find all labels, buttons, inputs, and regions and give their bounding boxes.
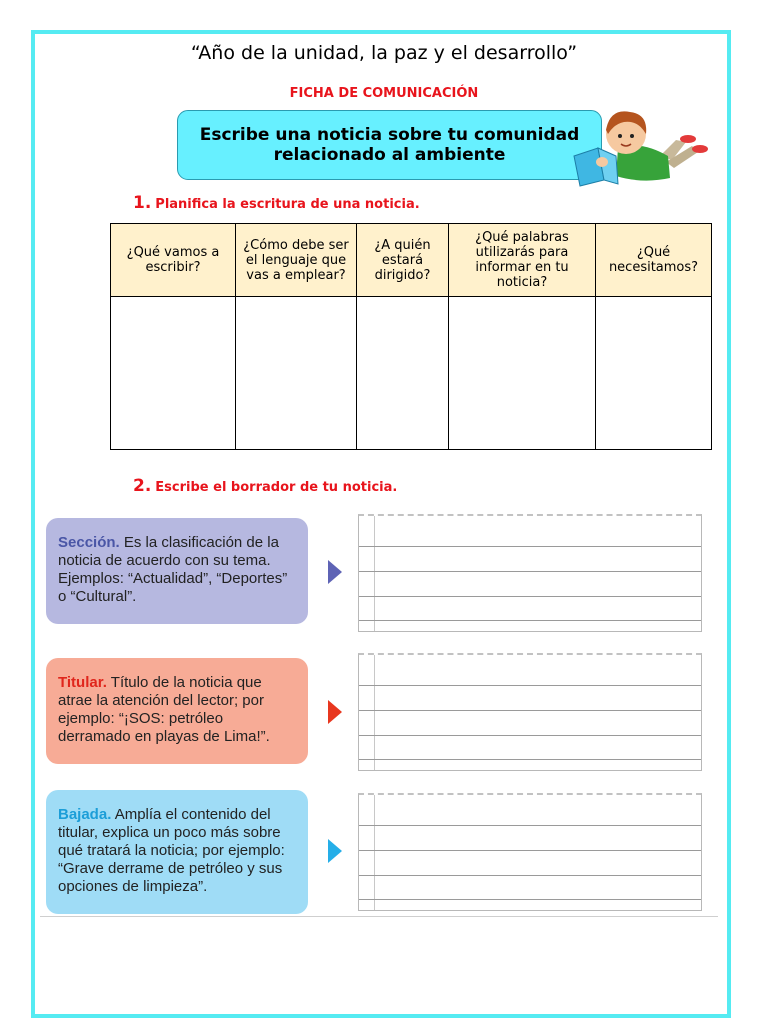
table-header-cell: ¿Cómo debe ser el lenguaje que vas a emplear? <box>236 224 357 297</box>
info-box-bajada <box>46 790 308 914</box>
step-2-label: Escribe el borrador de tu noticia. <box>155 480 398 495</box>
answer-cell[interactable] <box>357 297 449 450</box>
step-2-heading <box>133 476 397 496</box>
step-2-number: 2. <box>133 476 152 496</box>
table-header-row <box>111 224 712 297</box>
ruled-line <box>359 710 701 711</box>
margin-line <box>374 795 375 910</box>
ruled-line <box>359 685 701 686</box>
hand-icon <box>596 157 608 167</box>
table-header-cell: ¿Qué palabras utilizarás para informar en tu noticia? <box>449 224 596 297</box>
arrow-right-icon <box>328 560 342 584</box>
boy-reading-book-icon <box>568 104 708 188</box>
step-1-heading <box>133 193 420 213</box>
writing-area-seccion[interactable] <box>358 514 702 632</box>
term-description: Amplía el contenido del titular, explica un poco más sobre qué tratará la noticia; por ejemplo: “Grave derrame de petróleo y sus opciones de limpieza”. <box>58 806 285 895</box>
term-label: Sección. <box>58 534 120 551</box>
shoe-icon <box>680 135 696 143</box>
step-1-label: Planifica la escritura de una noticia. <box>155 197 420 212</box>
writing-area-bajada[interactable] <box>358 793 702 911</box>
ruled-line <box>359 825 701 826</box>
margin-line <box>374 655 375 770</box>
step-1-number: 1. <box>133 193 152 213</box>
ruled-line <box>359 759 701 760</box>
planning-table <box>110 223 712 450</box>
info-box-seccion <box>46 518 308 624</box>
banner-text: Escribe una noticia sobre tu comunidad relacionado al ambiente <box>199 125 580 165</box>
table-header-cell: ¿Qué vamos a escribir? <box>111 224 236 297</box>
ruled-line <box>359 899 701 900</box>
table-header-cell: ¿Qué necesitamos? <box>596 224 712 297</box>
ruled-line <box>359 735 701 736</box>
info-box-titular <box>46 658 308 764</box>
ruled-line <box>359 850 701 851</box>
shoe-icon <box>692 145 708 153</box>
term-description: Título de la noticia que atrae la atención del lector; por ejemplo: “¡SOS: petróleo derramado en playas de Lima!”. <box>58 674 270 745</box>
arrow-right-icon <box>328 700 342 724</box>
table-answer-row <box>111 297 712 450</box>
motto-heading: “Año de la unidad, la paz y el desarrollo” <box>190 42 578 64</box>
writing-area-titular[interactable] <box>358 653 702 771</box>
ruled-line <box>359 620 701 621</box>
answer-cell[interactable] <box>596 297 712 450</box>
term-label: Bajada. <box>58 806 112 823</box>
table-header-cell: ¿A quién estará dirigido? <box>357 224 449 297</box>
eye-icon <box>618 134 622 138</box>
ruled-line <box>359 571 701 572</box>
margin-line <box>374 516 375 631</box>
arrow-right-icon <box>328 839 342 863</box>
footer-divider <box>40 916 718 917</box>
ruled-line <box>359 546 701 547</box>
ruled-line <box>359 596 701 597</box>
answer-cell[interactable] <box>449 297 596 450</box>
sheet-title: FICHA DE COMUNICACIÓN <box>289 86 479 101</box>
term-description: Es la clasificación de la noticia de acuerdo con su tema. Ejemplos: “Actualidad”, “Deportes” o “Cultural”. <box>58 534 288 605</box>
answer-cell[interactable] <box>111 297 236 450</box>
term-label: Titular. <box>58 674 107 691</box>
instruction-banner <box>177 110 602 180</box>
eye-icon <box>630 134 634 138</box>
answer-cell[interactable] <box>236 297 357 450</box>
ruled-line <box>359 875 701 876</box>
